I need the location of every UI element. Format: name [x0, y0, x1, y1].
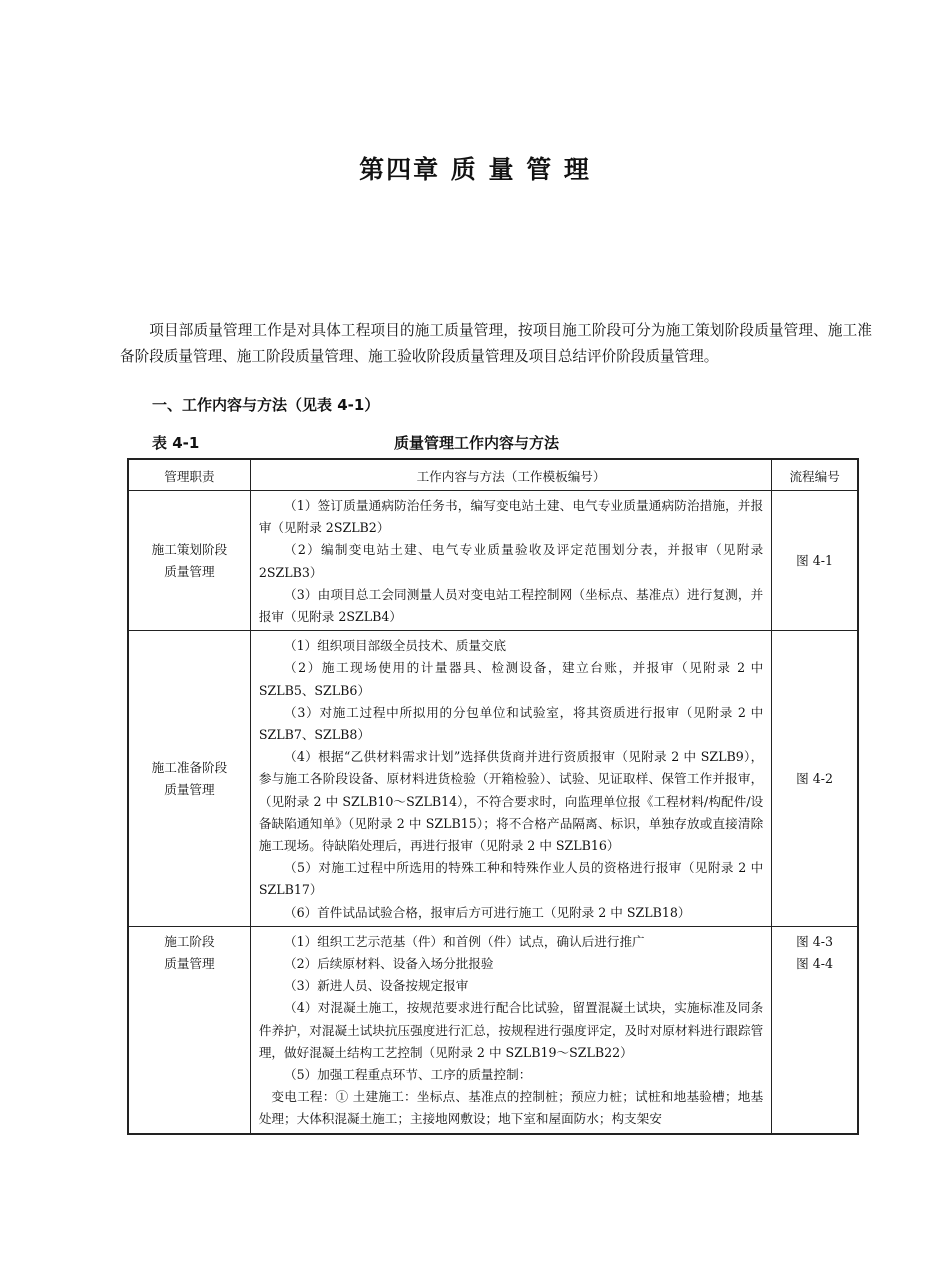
intro-paragraph: 项目部质量管理工作是对具体工程项目的施工质量管理，按项目施工阶段可分为施工策划阶段质量管理、施工准备阶段质量管理、施工阶段质量管理、施工验收阶段质量管理及项目总结评价阶段质量管理。 — [120, 322, 872, 365]
flow-cell — [772, 631, 858, 927]
list-item: （4）对混凝土施工，按规范要求进行配合比试验，留置混凝土试块，实施标准及同条件养护，对混凝土试块抗压强度进行汇总，按规程进行强度评定，及时对原材料进行跟踪管理，做好混凝土结构工艺控制（见附录 2 中 SZLB19～SZLB22） — [258, 1000, 764, 1060]
list-item: （3）由项目总工会同测量人员对变电站工程控制网（坐标点、基准点）进行复测，并报审（见附录 2SZLB4） — [258, 586, 764, 625]
header-content-method: 工作内容与方法（工作模板编号） — [250, 459, 771, 491]
table-header-row — [128, 459, 858, 491]
list-item: （2）施工现场使用的计量器具、检测设备，建立台账，并报审（见附录 2 中 SZLB5、SZLB6） — [258, 660, 764, 698]
table-row — [128, 926, 858, 1133]
list-item: （5）对施工过程中所选用的特殊工种和特殊作业人员的资格进行报审（见附录 2 中 SZLB17） — [258, 860, 764, 898]
flow-number: 图 4-3 — [796, 933, 834, 949]
content-cell — [250, 631, 771, 927]
list-item: （2）后续原材料、设备入场分批报验 — [284, 956, 494, 972]
content-cell — [250, 491, 771, 631]
flow-number: 图 4-2 — [796, 770, 834, 786]
content-cell — [250, 926, 771, 1133]
table-row — [128, 631, 858, 927]
role-line: 施工阶段 — [164, 933, 215, 949]
list-item: （5）加强工程重点环节、工序的质量控制： — [284, 1067, 532, 1083]
role-line: 施工准备阶段 — [151, 759, 228, 775]
list-item: （6）首件试品试验合格，报审后方可进行施工（见附录 2 中 SZLB18） — [284, 904, 691, 920]
table-caption-title: 质量管理工作内容与方法 — [394, 434, 560, 452]
page-title: 第四章 质 量 管 理 — [359, 155, 591, 184]
flow-number: 图 4-1 — [796, 552, 834, 568]
list-item: （3）对施工过程中所拟用的分包单位和试验室，将其资质进行报审（见附录 2 中 SZLB7、SZLB8） — [258, 704, 764, 743]
list-item: （1）组织项目部级全员技术、质量交底 — [284, 638, 507, 654]
list-item-tail: 变电工程：① 土建施工：坐标点、基准点的控制桩；预应力桩；试桩和地基验槽；地基处理；大体积混凝土施工；主接地网敷设；地下室和屋面防水；构支架安 — [258, 1089, 764, 1127]
flow-cell — [772, 926, 858, 1133]
flow-number: 图 4-4 — [796, 955, 834, 971]
role-line: 施工策划阶段 — [151, 541, 228, 557]
list-item: （1）组织工艺示范基（件）和首例（件）试点，确认后进行推广 — [284, 933, 645, 949]
role-line: 质量管理 — [164, 781, 215, 797]
role-cell — [128, 631, 250, 927]
table-row — [128, 491, 858, 631]
header-responsibility: 管理职责 — [128, 459, 250, 491]
role-line: 质量管理 — [164, 563, 215, 579]
table-caption-number: 表 4-1 — [152, 434, 200, 452]
role-cell — [128, 491, 250, 631]
section-heading: 一、工作内容与方法（见表 4-1） — [152, 396, 380, 414]
list-item: （2）编制变电站土建、电气专业质量验收及评定范围划分表，并报审（见附录 2SZLB3） — [258, 542, 764, 580]
list-item: （1）签订质量通病防治任务书，编写变电站土建、电气专业质量通病防治措施，并报审（见附录 2SZLB2） — [258, 498, 764, 536]
header-flow-number: 流程编号 — [772, 459, 858, 491]
list-item: （4）根据“乙供材料需求计划”选择供货商并进行资质报审（见附录 2 中 SZLB9），参与施工各阶段设备、原材料进货检验（开箱检验）、试验、见证取样、保管工作并报审，（见附录 2 中 SZLB10～SZLB14），不符合要求时，向监理单位报《工程材料/构配件/设备缺陷通知单》（见附录 2 中 SZLB15）；将不合格产品隔离、标识，单独存放或直接清除施工现场。待缺陷处理后，再进行报审（见附录 2 中 SZLB16） — [258, 749, 764, 854]
quality-management-table — [127, 458, 859, 1135]
flow-cell — [772, 491, 858, 631]
role-line: 质量管理 — [164, 955, 215, 971]
role-cell — [128, 926, 250, 1133]
list-item: （3）新进人员、设备按规定报审 — [284, 978, 469, 994]
